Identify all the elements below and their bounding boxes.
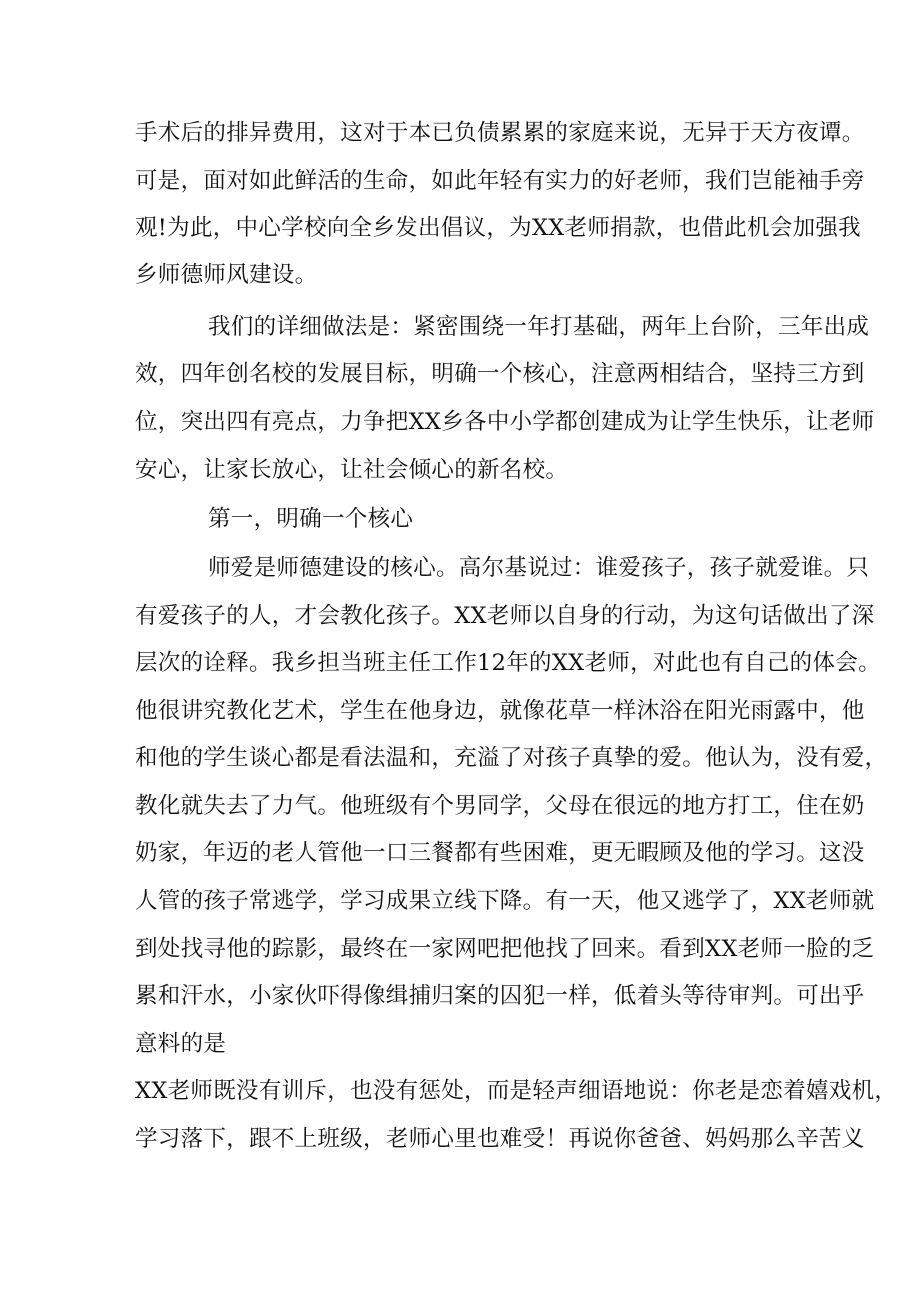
text-line: 可是，面对如此鲜活的生命，如此年轻有实力的好老师，我们岂能袖手旁 xyxy=(135,168,865,194)
text-line: 意料的是 xyxy=(135,1031,227,1057)
text-line: 效，四年创名校的发展目标，明确一个核心，注意两相结合，坚持三方到 xyxy=(135,361,865,387)
text-line: 层次的诠释。我乡担当班主任工作12年的XX老师，对此也有自己的体会。 xyxy=(135,650,881,676)
text-line: 累和汗水，小家伙吓得像缉捕归案的囚犯一样，低着头等待审判。可出乎 xyxy=(135,983,865,1009)
text-line: 到处找寻他的踪影，最终在一家网吧把他找了回来。看到XX老师一脸的乏 xyxy=(135,936,875,962)
text-line: 位，突出四有亮点，力争把XX乡各中小学都创建成为让学生快乐，让老师 xyxy=(135,409,875,435)
text-line: 手术后的排异费用，这对于本已负债累累的家庭来说，无异于天方夜谭。 xyxy=(135,120,865,146)
text-line: 有爱孩子的人，才会教化孩子。XX老师以自身的行动，为这句话做出了深 xyxy=(135,603,875,629)
text-line: 学习落下，跟不上班级，老师心里也难受！再说你爸爸、妈妈那么辛苦义 xyxy=(135,1126,865,1152)
text-line: XX老师既没有训斥，也没有惩处，而是轻声细语地说：你老是恋着嬉戏机， xyxy=(135,1078,898,1104)
text-line: 奶家，年迈的老人管他一口三餐都有些困难，更无暇顾及他的学习。这没 xyxy=(135,840,865,866)
text-line: 安心，让家长放心，让社会倾心的新名校。 xyxy=(135,457,569,483)
text-line: 乡师德师风建设。 xyxy=(135,262,318,288)
text-line: 人管的孩子常逃学，学习成果立线下降。有一天，他又逃学了，XX老师就 xyxy=(135,888,875,914)
text-line: 师爱是师德建设的核心。高尔基说过：谁爱孩子，孩子就爱谁。只 xyxy=(208,555,870,581)
text-line: 他很讲究教化艺术，学生在他身边，就像花草一样沐浴在阳光雨露中，他 xyxy=(135,698,865,724)
text-line: 和他的学生谈心都是看法温和，充溢了对孩子真挚的爱。他认为，没有爱， xyxy=(135,745,888,771)
text-line: 教化就失去了力气。他班级有个男同学，父母在很远的地方打工，住在奶 xyxy=(135,793,865,819)
text-line: 我们的详细做法是：紧密围绕一年打基础，两年上台阶，三年出成 xyxy=(208,314,870,340)
text-line: 观!为此，中心学校向全乡发出倡议，为XX老师捐款，也借此机会加强我 xyxy=(135,215,861,241)
section-heading: 第一，明确一个核心 xyxy=(208,506,414,532)
